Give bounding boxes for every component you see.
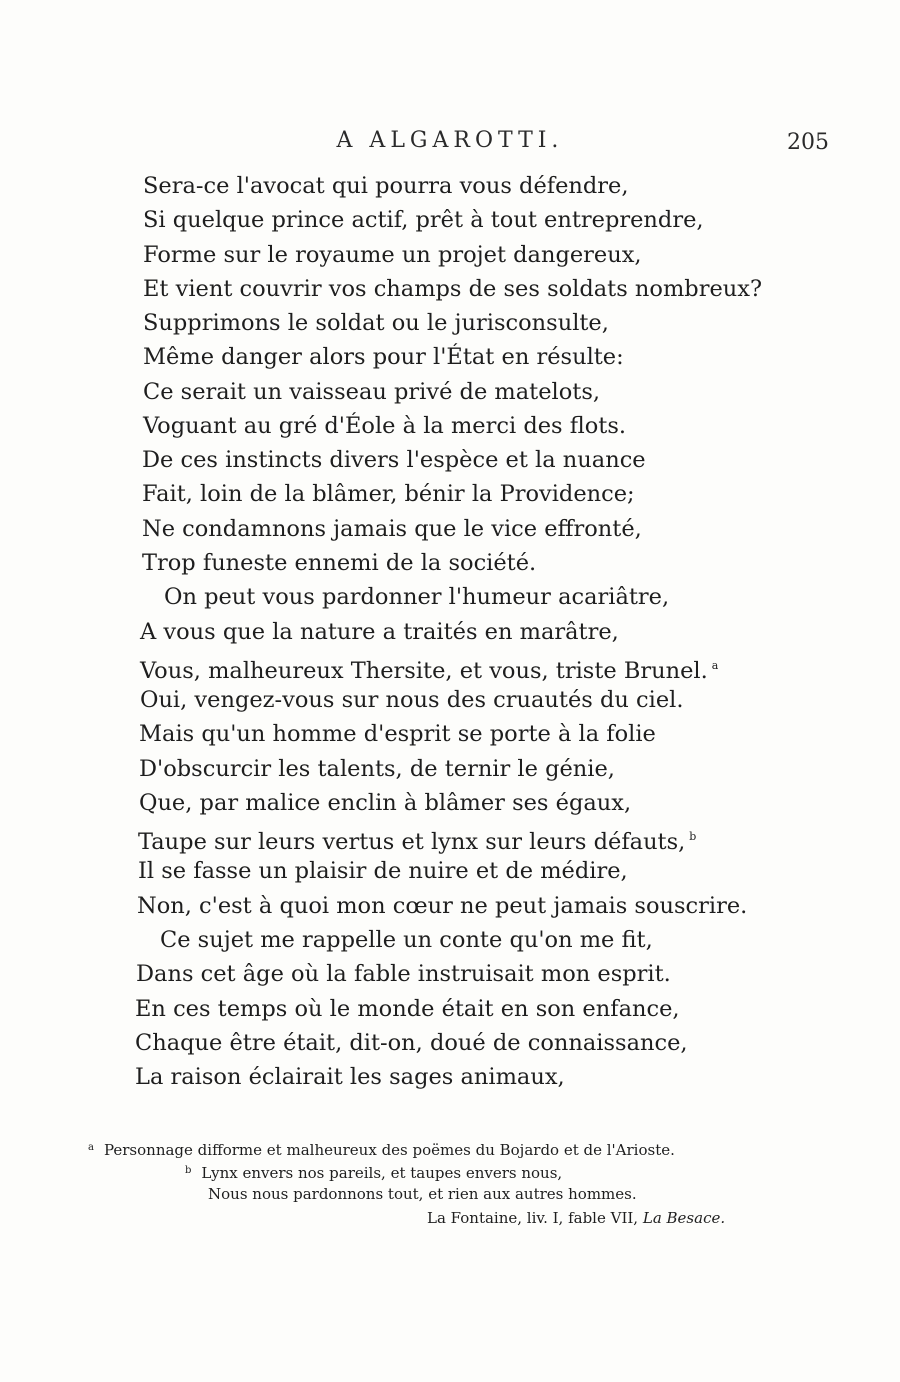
poem-line: La raison éclairait les sages animaux, [135,1064,565,1090]
poem-line: Voguant au gré d'Éole à la merci des flots. [143,413,627,439]
poem-line: Et vient couvrir vos champs de ses soldats nombreux? [143,276,763,302]
poem-line: Forme sur le royaume un projet dangereux, [143,242,642,268]
footnote-mark: b [185,1165,192,1176]
poem-line: Vous, malheureux Thersite, et vous, triste Brunel. $^a$ [140,658,719,684]
poem-line: Dans cet âge où la fable instruisait mon esprit. [136,961,671,987]
poem-line: Même danger alors pour l'État en résulte: [143,344,624,370]
poem-line: Ce serait un vaisseau privé de matelots, [143,379,601,405]
poem-line: Sera-ce l'avocat qui pourra vous défendre, [143,173,629,199]
poem-line: D'obscurcir les talents, de ternir le génie, [139,756,615,782]
footnote-b-line2: Nous nous pardonnons tout, et rien aux autres hommes. [208,1185,637,1203]
poem-line: Ne condamnons jamais que le vice effronté, [142,516,642,542]
poem-line: On peut vous pardonner l'humeur acariâtre, [164,584,670,610]
poem-line: Que, par malice enclin à blâmer ses égaux, [139,790,632,816]
footnote-mark: a [88,1142,94,1153]
footnote-source: La Fontaine, liv. I, fable VII, [427,1209,639,1227]
poem-line: A vous que la nature a traités en marâtre, [140,619,619,645]
footnote-text: Personnage difforme et malheureux des poëmes du Bojardo et de l'Arioste. [103,1141,675,1159]
poem-line: Il se fasse un plaisir de nuire et de médire, [138,858,628,884]
poem-line: Mais qu'un homme d'esprit se porte à la folie [139,721,656,747]
poem-line: Si quelque prince actif, prêt à tout entreprendre, [143,207,704,233]
footnote-b-source [427,1208,725,1228]
poem-line: Oui, vengez-vous sur nous des cruautés du ciel. [140,687,684,713]
poem-line: Chaque être était, dit-on, doué de connaissance, [135,1030,688,1056]
footnote-ref-b: b [689,830,697,843]
poem-line: Fait, loin de la blâmer, bénir la Providence; [142,481,635,507]
footnote-b [185,1161,562,1183]
footnote-source-title: La Besace. [642,1209,726,1227]
footnote-a [88,1138,675,1160]
poem-line: Taupe sur leurs vertus et lynx sur leurs défauts, $^b$ [138,829,697,855]
poem-line: Non, c'est à quoi mon cœur ne peut jamais souscrire. [137,893,748,919]
poem-line: De ces instincts divers l'espèce et la nuance [142,447,646,473]
page-title: A ALGAROTTI. [336,128,564,153]
poem-line: En ces temps où le monde était en son enfance, [135,996,680,1022]
footnote-text: Lynx envers nos pareils, et taupes envers nous, [201,1164,563,1182]
poem-line: Trop funeste ennemi de la société. [142,550,537,576]
footnote-ref-a: a [711,659,719,672]
poem-line: Supprimons le soldat ou le jurisconsulte, [143,310,609,336]
page-number: 205 [787,130,829,155]
poem-line: Ce sujet me rappelle un conte qu'on me fit, [160,927,653,953]
